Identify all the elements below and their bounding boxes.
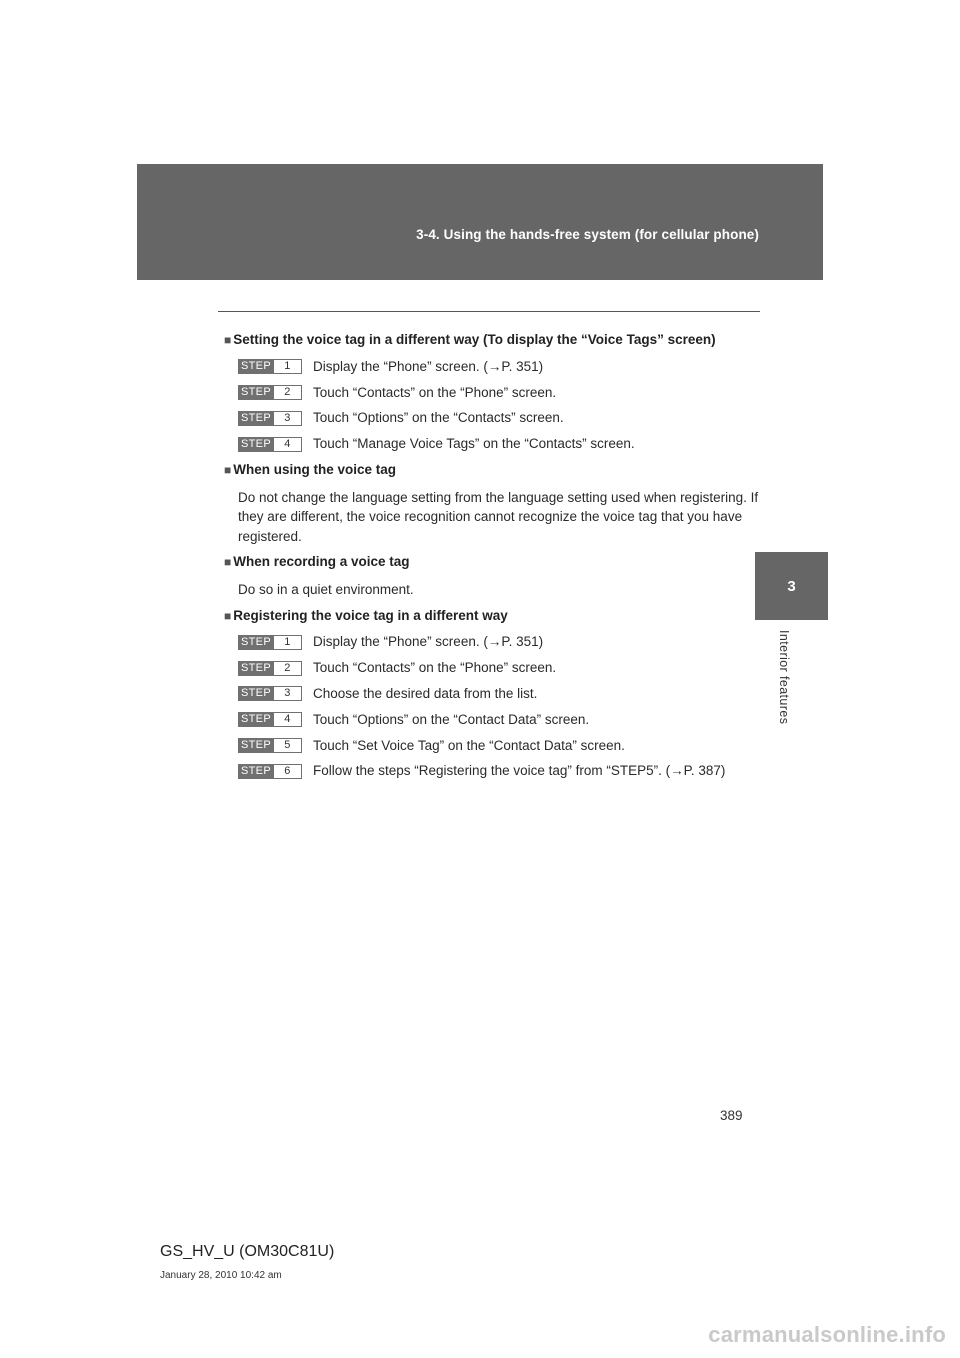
- step-label: STEP: [238, 359, 274, 374]
- step-label: STEP: [238, 712, 274, 727]
- chapter-label: Interior features: [777, 630, 791, 725]
- step-item: [224, 758, 760, 784]
- subsection-heading: [224, 603, 760, 630]
- chapter-tab[interactable]: [755, 552, 828, 620]
- step-badge: [238, 712, 304, 727]
- step-label: STEP: [238, 661, 274, 676]
- step-number: 5: [274, 738, 302, 753]
- step-number: 6: [274, 764, 302, 779]
- section-title: 3-4. Using the hands-free system (for cellular phone): [416, 227, 759, 242]
- step-label: STEP: [238, 437, 274, 452]
- step-text: Touch “Options” on the “Contact Data” screen.: [313, 711, 590, 727]
- step-text: Touch “Options” on the “Contacts” screen.: [313, 410, 564, 426]
- step-item: [224, 629, 760, 655]
- step-item: [224, 380, 760, 406]
- subsection-heading: [224, 549, 760, 576]
- step-label: STEP: [238, 411, 274, 426]
- step-badge: [238, 411, 304, 426]
- square-bullet-icon: ■: [224, 608, 232, 623]
- step-number: 3: [274, 411, 302, 426]
- step-text: Choose the desired data from the list.: [313, 685, 538, 701]
- step-item: [224, 405, 760, 431]
- step-badge: [238, 437, 304, 452]
- square-bullet-icon: ■: [224, 462, 232, 477]
- step-item: [224, 733, 760, 759]
- step-text: Touch “Manage Voice Tags” on the “Contacts” screen.: [313, 436, 635, 452]
- step-text: Follow the steps “Registering the voice tag” from “STEP5”. (→P. 387): [313, 763, 726, 779]
- page-number: 389: [720, 1108, 743, 1123]
- step-item: [224, 354, 760, 380]
- body-paragraph: Do not change the language setting from the language setting used when registering. If they are different, the voice recognition cannot recognize the voice tag that you have registered.: [238, 489, 759, 544]
- document-code: GS_HV_U (OM30C81U): [160, 1243, 335, 1260]
- header-band: [137, 164, 823, 280]
- square-bullet-icon: ■: [224, 555, 232, 570]
- step-number: 2: [274, 661, 302, 676]
- step-text: Display the “Phone” screen. (→P. 351): [313, 358, 544, 374]
- step-number: 2: [274, 385, 302, 400]
- step-badge: [238, 635, 304, 650]
- step-text: Touch “Contacts” on the “Phone” screen.: [313, 660, 557, 676]
- body-paragraph: Do so in a quiet environment.: [238, 582, 414, 598]
- subsection-heading: [224, 457, 760, 484]
- heading-text: When using the voice tag: [233, 461, 397, 477]
- step-number: 1: [274, 635, 302, 650]
- heading-text: Setting the voice tag in a different way (To display the “Voice Tags” screen): [233, 332, 716, 347]
- step-badge: [238, 686, 304, 701]
- step-label: STEP: [238, 764, 274, 779]
- step-badge: [238, 359, 304, 374]
- step-item: [224, 655, 760, 681]
- heading-text: When recording a voice tag: [233, 554, 410, 570]
- square-bullet-icon: ■: [224, 333, 232, 347]
- step-label: STEP: [238, 635, 274, 650]
- step-text: Touch “Set Voice Tag” on the “Contact Data” screen.: [313, 737, 625, 753]
- step-label: STEP: [238, 738, 274, 753]
- section-divider: [218, 311, 760, 312]
- heading-text: Registering the voice tag in a different way: [233, 607, 508, 623]
- chapter-number: 3: [787, 577, 796, 595]
- step-text: Display the “Phone” screen. (→P. 351): [313, 634, 544, 650]
- document-date: January 28, 2010 10:42 am: [160, 1270, 282, 1281]
- step-item: [224, 681, 760, 707]
- step-label: STEP: [238, 385, 274, 400]
- step-text: Touch “Contacts” on the “Phone” screen.: [313, 384, 557, 400]
- step-item: [224, 431, 760, 457]
- step-number: 4: [274, 712, 302, 727]
- step-number: 1: [274, 359, 302, 374]
- step-label: STEP: [238, 686, 274, 701]
- subsection-heading: [224, 327, 760, 354]
- step-badge: [238, 661, 304, 676]
- step-badge: [238, 738, 304, 753]
- watermark: carmanualsonline.info: [708, 1322, 946, 1347]
- step-badge: [238, 385, 304, 400]
- step-number: 4: [274, 437, 302, 452]
- step-item: [224, 707, 760, 733]
- content-body: [224, 327, 760, 784]
- step-number: 3: [274, 686, 302, 701]
- step-badge: [238, 764, 304, 779]
